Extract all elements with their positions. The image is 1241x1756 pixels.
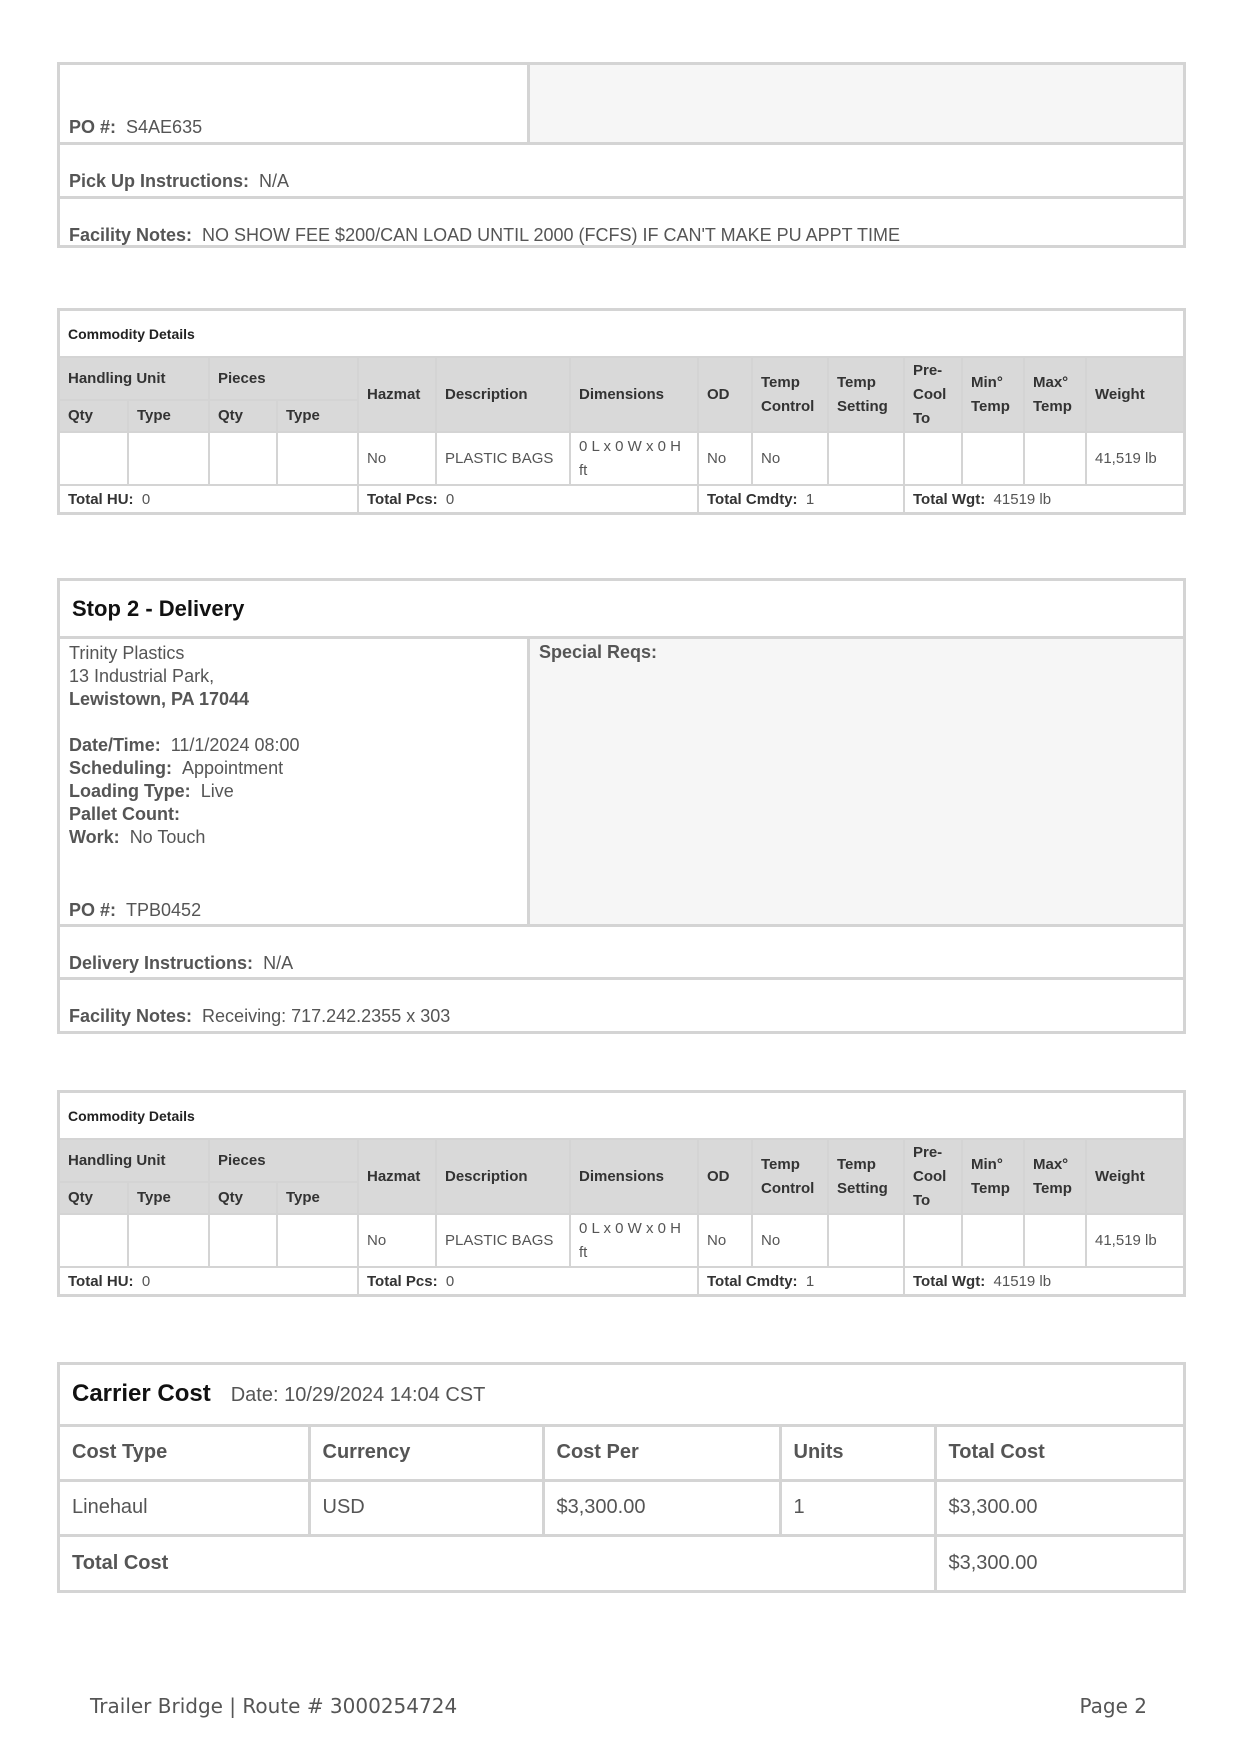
weight-cell: 41,519 lb (1086, 432, 1183, 485)
hazmat-cell: No (358, 1214, 436, 1267)
temp-setting-cell (828, 1214, 904, 1267)
pre-cool-header: Pre-Cool To (904, 1139, 962, 1214)
od-header: OD (698, 357, 752, 432)
max-temp-header: Max° Temp (1024, 357, 1086, 432)
units-cell: 1 (780, 1480, 935, 1535)
stop1-po-cell (60, 65, 530, 142)
dimensions-cell: 0 L x 0 W x 0 H ft (570, 432, 698, 485)
temp-setting-header: Temp Setting (828, 1139, 904, 1214)
total-wgt-label: Total Wgt: (913, 490, 986, 508)
pre-cool-header: Pre-Cool To (904, 357, 962, 432)
total-cmdty-label: Total Cmdty: (707, 1272, 798, 1290)
stop2-datetime-label: Date/Time: (69, 735, 161, 755)
pieces-header: Pieces (209, 357, 358, 400)
od-cell: No (698, 1214, 752, 1267)
stop1-facility-row (60, 196, 1183, 250)
stop2-title: Stop 2 - Delivery (72, 595, 245, 621)
table-row (60, 1214, 1183, 1267)
currency-cell: USD (309, 1480, 543, 1535)
total-cmdty-value: 1 (805, 490, 815, 508)
stop2-section (57, 578, 1186, 1034)
currency-header: Currency (309, 1425, 543, 1480)
dimensions-header: Dimensions (570, 1139, 698, 1214)
commodity-table-1 (57, 308, 1186, 515)
total-cmdty (698, 485, 904, 512)
stop1-po-value: S4AE635 (126, 117, 203, 137)
handling-unit-header: Handling Unit (60, 357, 209, 400)
total-hu-label: Total HU: (68, 1272, 134, 1290)
pc-type-cell (277, 1214, 358, 1267)
pc-type-header: Type (277, 400, 358, 432)
hazmat-cell: No (358, 432, 436, 485)
handling-unit-header: Handling Unit (60, 1139, 209, 1182)
footer-page-number: Page 2 (1079, 1694, 1147, 1718)
hu-qty-header: Qty (60, 400, 128, 432)
stop2-company: Trinity Plastics (69, 643, 185, 663)
table-row (60, 432, 1183, 485)
stop1-instructions-value: N/A (259, 171, 290, 191)
units-header: Units (780, 1425, 935, 1480)
pre-cool-cell (904, 1214, 962, 1267)
stop2-facility-row (60, 977, 1183, 1030)
pieces-header: Pieces (209, 1139, 358, 1182)
pre-cool-cell (904, 432, 962, 485)
stop2-address-cell (60, 639, 530, 924)
stop1-special-reqs-cell (530, 65, 1183, 142)
stop2-loading-label: Loading Type: (69, 781, 191, 801)
pc-qty-header: Qty (209, 400, 277, 432)
hu-qty-cell (60, 1214, 128, 1267)
description-header: Description (436, 1139, 570, 1214)
total-wgt-value: 41519 lb (993, 490, 1052, 508)
max-temp-cell (1024, 1214, 1086, 1267)
total-wgt-label: Total Wgt: (913, 1272, 986, 1290)
stop2-loading-value: Live (200, 781, 234, 801)
stop2-instructions-label: Delivery Instructions: (69, 953, 254, 973)
stop2-facility-label: Facility Notes: (69, 1006, 193, 1026)
max-temp-cell (1024, 432, 1086, 485)
weight-header: Weight (1086, 357, 1183, 432)
stop1-po-label: PO #: (69, 117, 117, 137)
min-temp-header: Min° Temp (962, 1139, 1024, 1214)
total-wgt (904, 485, 1183, 512)
total-pcs (358, 1267, 698, 1294)
temp-control-header: Temp Control (752, 1139, 828, 1214)
stop2-special-reqs-cell (530, 639, 1183, 924)
totals-row (60, 1267, 1183, 1294)
total-hu (60, 1267, 358, 1294)
stop2-instructions-value: N/A (263, 953, 294, 973)
min-temp-cell (962, 432, 1024, 485)
total-cmdty-label: Total Cmdty: (707, 490, 798, 508)
total-pcs-label: Total Pcs: (367, 490, 438, 508)
hu-qty-cell (60, 432, 128, 485)
stop2-po-label: PO #: (69, 900, 117, 920)
commodity-table-2 (57, 1090, 1186, 1297)
table-row (60, 1480, 1183, 1535)
cost-total-label: Total Cost (60, 1535, 935, 1590)
commodity-title: Commodity Details (60, 1093, 1183, 1139)
min-temp-header: Min° Temp (962, 357, 1024, 432)
footer-route: Trailer Bridge | Route # 3000254724 (90, 1694, 458, 1718)
stop2-facility-value: Receiving: 717.242.2355 x 303 (202, 1006, 451, 1026)
total-hu-label: Total HU: (68, 490, 134, 508)
hu-type-cell (128, 432, 209, 485)
total-pcs-value: 0 (445, 490, 455, 508)
cost-type-cell: Linehaul (60, 1480, 309, 1535)
cost-header-row (60, 1425, 1183, 1480)
od-header: OD (698, 1139, 752, 1214)
pc-type-header: Type (277, 1182, 358, 1214)
stop2-scheduling-value: Appointment (182, 758, 284, 778)
pc-qty-cell (209, 432, 277, 485)
temp-setting-header: Temp Setting (828, 357, 904, 432)
hazmat-header: Hazmat (358, 357, 436, 432)
cost-total-row (60, 1535, 1183, 1590)
total-pcs (358, 485, 698, 512)
total-cmdty-value: 1 (805, 1272, 815, 1290)
stop2-address-row (60, 636, 1183, 924)
totals-row (60, 485, 1183, 512)
stop2-city-state-zip: Lewistown, PA 17044 (69, 689, 250, 709)
hu-type-header: Type (128, 1182, 209, 1214)
total-wgt (904, 1267, 1183, 1294)
stop2-street: 13 Industrial Park, (69, 666, 215, 686)
total-pcs-value: 0 (445, 1272, 455, 1290)
min-temp-cell (962, 1214, 1024, 1267)
stop2-po-value: TPB0452 (126, 900, 202, 920)
total-cmdty (698, 1267, 904, 1294)
description-header: Description (436, 357, 570, 432)
stop1-facility-label: Facility Notes: (69, 225, 193, 245)
od-cell: No (698, 432, 752, 485)
temp-control-header: Temp Control (752, 357, 828, 432)
stop2-instructions-row (60, 924, 1183, 977)
total-pcs-label: Total Pcs: (367, 1272, 438, 1290)
stop2-pallet-label: Pallet Count: (69, 804, 180, 824)
total-hu-value: 0 (141, 1272, 151, 1290)
cost-per-cell: $3,300.00 (543, 1480, 780, 1535)
temp-control-cell: No (752, 1214, 828, 1267)
cost-type-header: Cost Type (60, 1425, 309, 1480)
description-cell: PLASTIC BAGS (436, 1214, 570, 1267)
total-cost-cell: $3,300.00 (935, 1480, 1183, 1535)
stop1-instructions-row (60, 142, 1183, 196)
total-wgt-value: 41519 lb (993, 1272, 1052, 1290)
stop2-work-value: No Touch (129, 827, 206, 847)
pc-type-cell (277, 432, 358, 485)
total-hu (60, 485, 358, 512)
carrier-cost-section (57, 1362, 1186, 1593)
hazmat-header: Hazmat (358, 1139, 436, 1214)
temp-setting-cell (828, 432, 904, 485)
stop2-work-label: Work: (69, 827, 120, 847)
stop2-scheduling-label: Scheduling: (69, 758, 172, 778)
hu-type-header: Type (128, 400, 209, 432)
commodity-title: Commodity Details (60, 311, 1183, 357)
carrier-cost-date: Date: 10/29/2024 14:04 CST (230, 1384, 486, 1407)
stop1-section (57, 62, 1186, 248)
max-temp-header: Max° Temp (1024, 1139, 1086, 1214)
description-cell: PLASTIC BAGS (436, 432, 570, 485)
total-hu-value: 0 (141, 490, 151, 508)
weight-header: Weight (1086, 1139, 1183, 1214)
carrier-cost-title: Carrier Cost (72, 1380, 211, 1408)
stop1-facility-value: NO SHOW FEE $200/CAN LOAD UNTIL 2000 (FCFS) IF CAN'T MAKE PU APPT TIME (202, 225, 900, 245)
total-cost-header: Total Cost (935, 1425, 1183, 1480)
pc-qty-header: Qty (209, 1182, 277, 1214)
cost-total-value: $3,300.00 (935, 1535, 1183, 1590)
dimensions-cell: 0 L x 0 W x 0 H ft (570, 1214, 698, 1267)
temp-control-cell: No (752, 432, 828, 485)
hu-qty-header: Qty (60, 1182, 128, 1214)
stop2-datetime-value: 11/1/2024 08:00 (170, 735, 300, 755)
stop1-instructions-label: Pick Up Instructions: (69, 171, 250, 191)
hu-type-cell (128, 1214, 209, 1267)
pc-qty-cell (209, 1214, 277, 1267)
stop1-po-row (60, 65, 1183, 142)
dimensions-header: Dimensions (570, 357, 698, 432)
carrier-cost-header (60, 1365, 1183, 1425)
weight-cell: 41,519 lb (1086, 1214, 1183, 1267)
cost-per-header: Cost Per (543, 1425, 780, 1480)
stop2-special-reqs-label: Special Reqs: (539, 642, 658, 662)
